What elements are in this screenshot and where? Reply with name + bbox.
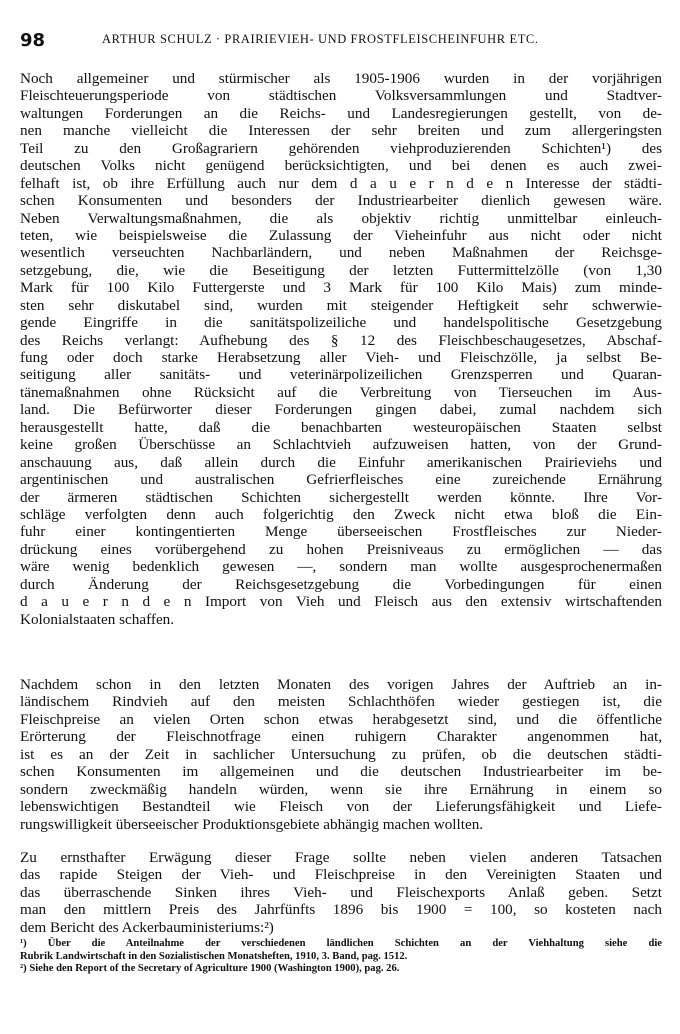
text-line: d a u e r n d e n Import von Vieh und Fleisch aus den extensiv wirtschaftenden <box>20 593 662 611</box>
text-line: wäre wenig bedenklich gewesen —, sondern man wollte ausgesprochenermaßen <box>20 558 662 576</box>
text-line: herausgestellt hatte, daß die benachbarten westeuropäischen Staaten selbst <box>20 418 662 436</box>
text-line: dem Bericht des Ackerbauministeriums:²) <box>20 918 274 936</box>
footnote-line: ¹) Über die Anteilnahme der verschiedenen ländlichen Schichten an der Viehhaltung siehe die <box>20 938 662 949</box>
text-line: durch Änderung der Reichsgesetzgebung die Vorbedingungen für einen <box>20 575 662 593</box>
running-head: ARTHUR SCHULZ · PRAIRIEVIEH- UND FROSTFLEISCHEINFUHR ETC. <box>102 32 539 46</box>
text-line: schen Konsumenten und besonders der Industriearbeiter dienlich gewesen wäre. <box>20 192 662 210</box>
page-number: 98 <box>20 30 46 51</box>
text-line: fuhr einer kontingentierten Menge überseeischen Frostfleisches zur Nieder- <box>20 523 662 541</box>
text-line: gende Eingriffe in die sanitätspolizeiliche und handelspolitische Gesetzgebung <box>20 314 662 332</box>
text-line: Kolonialstaaten schaffen. <box>20 610 175 628</box>
text-line: seitigung aller sanitäts- und veterinärpolizeilichen Grenzsperren und Quaran- <box>20 366 662 384</box>
text-line: sten sehr diskutabel sind, wurden mit steigender Heftigkeit sehr schwerwie- <box>20 296 662 314</box>
text-line: ländischem Rindvieh auf den meisten Schlachthöfen wieder gestiegen ist, die <box>20 693 662 711</box>
footnote-line: ²) Siehe den Report of the Secretary of Agriculture 1900 (Washington 1900), pag. 26. <box>20 963 400 975</box>
text-line: lebenswichtigen Bestandteil wie Fleisch von der Lieferungsfähigkeit und Liefe- <box>20 798 662 816</box>
text-line: rungswilligkeit überseeischer Produktionsgebiete abhängig machen wollten. <box>20 815 484 833</box>
text-line: nen manche vielleicht die Interessen der sehr breiten und zum allergeringsten <box>20 122 662 140</box>
text-line: deutschen Volks nicht genügend berücksichtigten, und bei denen es auch zwei- <box>20 157 662 175</box>
text-line: Fleischpreise an vielen Orten schon etwas herabgesetzt sind, und die öffentliche <box>20 710 662 728</box>
text-line: Nachdem schon in den letzten Monaten des vorigen Jahres der Auftrieb an in- <box>20 676 662 693</box>
text-line: das rapide Steigen der Vieh- und Fleischpreise in den Vereinigten Staaten und <box>20 866 662 884</box>
text-line: felhaft ist, ob ihre Erfüllung auch nur dem d a u e r n d e n Interesse der städti- <box>20 174 662 192</box>
text-line: schen Konsumenten im allgemeinen und die deutschen Industriearbeiter im be- <box>20 763 662 781</box>
footnote-line: Rubrik Landwirtschaft in den Sozialistischen Monatsheften, 1910, 3. Band, pag. 1512. <box>20 950 408 962</box>
text-line: land. Die Befürworter dieser Forderungen gingen dabei, zumal nachdem sich <box>20 401 662 419</box>
text-line: keine großen Überschüsse an Schlachtvieh aufzuweisen hatten, von der Grund- <box>20 436 662 454</box>
text-line: ist es an der Zeit in sachlicher Untersuchung zu prüfen, ob die deutschen städti- <box>20 745 662 763</box>
text-line: des Reichs verlangt: Aufhebung des § 12 des Fleischbeschaugesetzes, Abschaf- <box>20 331 662 349</box>
text-line: das überraschende Sinken ihres Vieh- und Fleischexports Anlaß geben. Setzt <box>20 883 662 901</box>
text-line: anschauung aus, daß allein durch die Einfuhr amerikanischen Prairieviehs und <box>20 453 662 471</box>
text-line: fung oder doch starke Herabsetzung aller Vieh- und Fleischzölle, ja selbst Be- <box>20 349 662 366</box>
text-line: Neben Verwaltungsmaßnahmen, die als objektiv richtig unmittelbar einleuch- <box>20 209 662 227</box>
text-line: schläge verfolgten denn auch folgerichtig den Zweck nicht etwa bloß die Ein- <box>20 505 662 523</box>
text-line: tänemaßnahmen ohne Rücksicht auf die Verbreitung von Tierseuchen im Aus- <box>20 383 662 401</box>
text-line: sondern zweckmäßig handeln würden, wenn sie ihre Ernährung in einem so <box>20 780 662 798</box>
paragraph-2 <box>20 676 662 833</box>
text-line: teten, wie beispielsweise die Zulassung der Vieheinfuhr aus nicht oder nicht <box>20 226 662 244</box>
paragraph-3 <box>20 849 662 936</box>
text-line: Zu ernsthafter Erwägung dieser Frage sollte neben vielen anderen Tatsachen <box>20 849 662 866</box>
text-line: Erörterung der Fleischnotfrage einen ruhigern Charakter angenommen hat, <box>20 728 662 746</box>
text-line: wesentlich verseuchten Nachbarländern, und neben Maßnahmen der Reichsge- <box>20 244 662 262</box>
text-line: setzgebung, die, wie die Beseitigung der letzten Futtermittelzölle (von 1,30 <box>20 261 662 279</box>
text-line: Noch allgemeiner und stürmischer als 1905-1906 wurden in der vorjährigen <box>20 70 662 87</box>
text-line: Teil zu den Großagrariern gehörenden viehproduzierenden Schichten¹) des <box>20 139 662 157</box>
text-line: argentinischen und australischen Gefrierfleisches eine zureichende Ernährung <box>20 471 662 489</box>
text-line: der ärmeren städtischen Schichten sichergestellt werden könnte. Ihre Vor- <box>20 488 662 506</box>
text-line: drückung eines vorübergehend zu hohen Preisniveaus zu ermöglichen — das <box>20 540 662 558</box>
text-line: Fleischteuerungsperiode von städtischen Volksversammlungen und Stadtver- <box>20 87 662 105</box>
text-line: man den mittlern Preis des Jahrfünfts 1896 bis 1900 = 100, so kosteten nach <box>20 901 662 919</box>
paragraph-1 <box>20 70 662 628</box>
footnotes <box>20 938 662 976</box>
text-line: Mark für 100 Kilo Futtergerste und 3 Mark für 100 Kilo Mais) zum minde- <box>20 279 662 297</box>
text-line: waltungen Forderungen an die Reichs- und Landesregierungen gestellt, von de- <box>20 104 662 122</box>
